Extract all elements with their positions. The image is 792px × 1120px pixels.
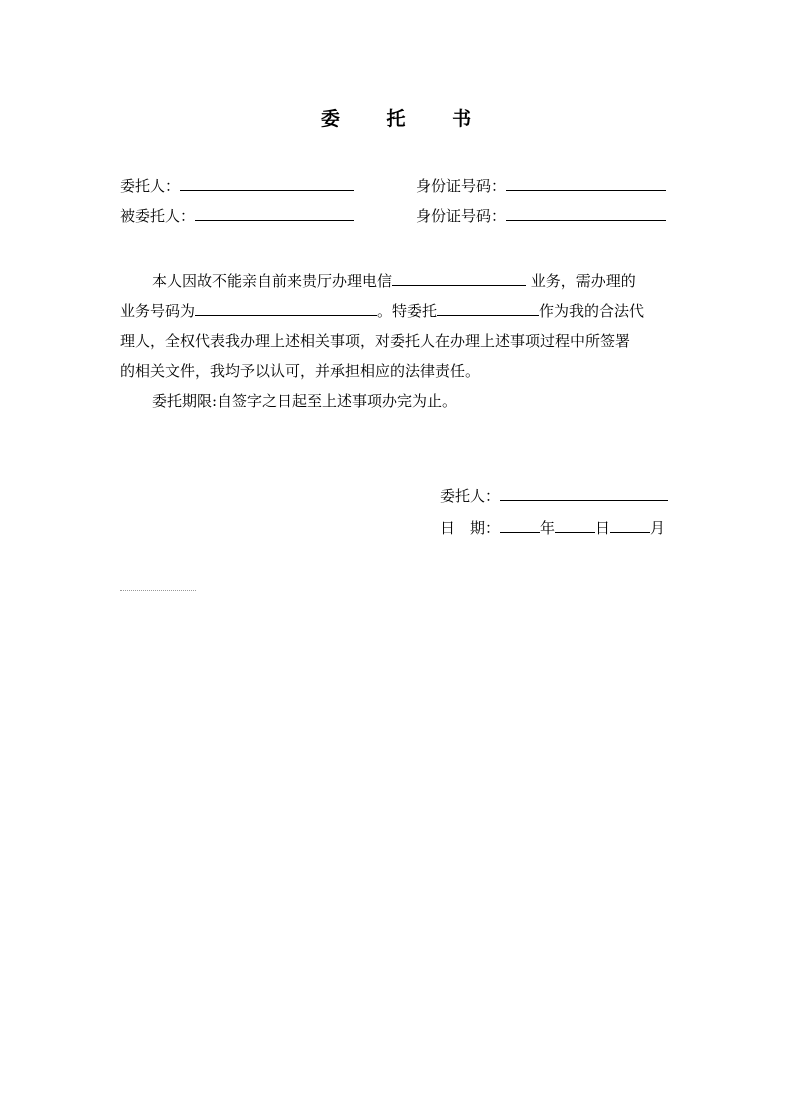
document-body <box>120 266 672 416</box>
month-label: 月 <box>650 519 666 537</box>
body-line-5: 委托期限:自签字之日起至上述事项办完为止。 <box>152 392 458 410</box>
footnote-divider <box>120 590 196 591</box>
year-label: 年 <box>540 519 556 537</box>
date-label: 日 期： <box>440 519 501 537</box>
signature-label: 委托人： <box>440 487 501 505</box>
principal-row <box>120 176 354 196</box>
business-number-field[interactable] <box>195 301 377 316</box>
body-line-1 <box>120 266 672 296</box>
agent-id-field[interactable] <box>506 206 666 221</box>
business-field[interactable] <box>392 271 526 286</box>
agent-row <box>120 206 354 226</box>
month-field[interactable] <box>610 518 650 533</box>
year-field[interactable] <box>500 518 540 533</box>
body-line-2 <box>120 296 672 326</box>
day-label: 日 <box>595 519 611 537</box>
body-text-2c: 作为我的合法代 <box>539 302 645 320</box>
delegate-name-field[interactable] <box>437 301 539 316</box>
principal-id-label: 身份证号码： <box>416 177 507 195</box>
body-text-1b: 业务，需办理的 <box>526 272 636 290</box>
body-line-3: 理人，全权代表我办理上述相关事项，对委托人在办理上述事项过程中所签署 <box>120 332 631 350</box>
principal-id-row <box>416 176 666 196</box>
principal-label: 委托人： <box>120 177 181 195</box>
body-line-4: 的相关文件，我均予以认可，并承担相应的法律责任。 <box>120 362 481 380</box>
body-text-1a: 本人因故不能亲自前来贵厅办理电信 <box>152 272 393 290</box>
day-field[interactable] <box>555 518 595 533</box>
principal-id-field[interactable] <box>506 176 666 191</box>
body-text-2b: 。特委托 <box>377 302 438 320</box>
document-title: 委 托 书 <box>320 108 492 130</box>
signature-row <box>440 486 668 506</box>
agent-label: 被委托人： <box>120 207 196 225</box>
body-text-2a: 业务号码为 <box>120 302 196 320</box>
agent-name-field[interactable] <box>195 206 354 221</box>
date-row <box>440 518 665 538</box>
signature-field[interactable] <box>500 486 668 501</box>
agent-id-row <box>416 206 666 226</box>
principal-name-field[interactable] <box>180 176 354 191</box>
agent-id-label: 身份证号码： <box>416 207 507 225</box>
